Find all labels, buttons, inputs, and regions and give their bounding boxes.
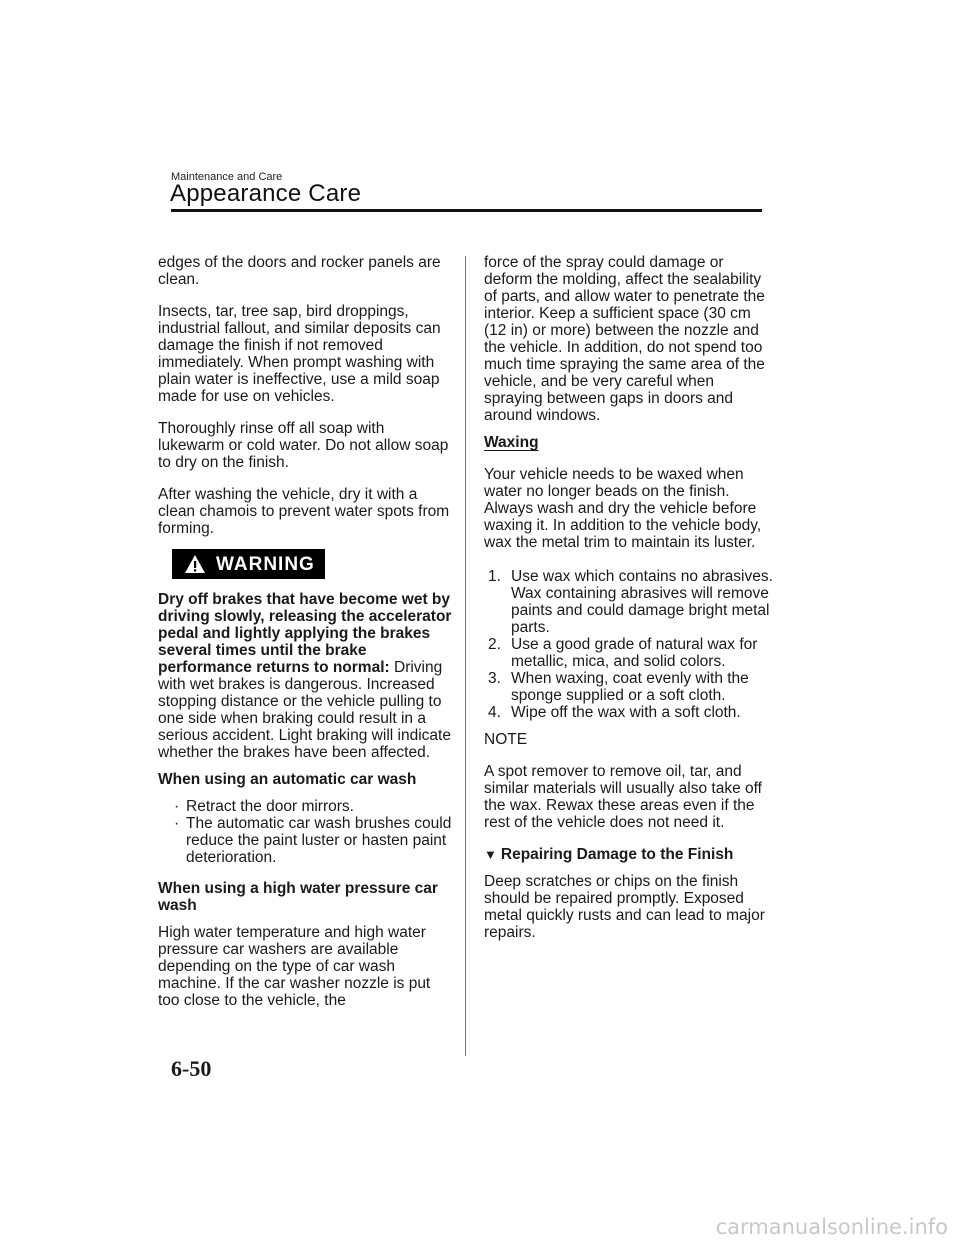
paragraph: Deep scratches or chips on the finish should be repaired promptly. Exposed metal quickly rusts and can lead to major repairs.	[484, 873, 765, 941]
paragraph: Insects, tar, tree sap, bird droppings, industrial fallout, and similar deposits can damage the finish if not removed immediately. When prompt washing with plain water is ineffective, use a mild soap made for use on vehicles.	[158, 303, 441, 405]
note-text: A spot remover to remove oil, tar, and similar materials will usually also take off the wax. Rewax these areas even if the rest of the vehicle does not need it.	[484, 763, 762, 831]
bullet-list	[172, 798, 454, 866]
warning-bold-text: Dry off brakes that have become wet by driving slowly, releasing the accelerator pedal and lightly applying the brakes several times until the brake performance returns to normal:	[158, 591, 452, 676]
list-item: · The automatic car wash brushes could reduce the paint luster or hasten paint deterioration.	[174, 815, 452, 866]
header-rule	[171, 209, 762, 212]
list-item: 4. Wipe off the wax with a soft cloth.	[488, 704, 741, 721]
page-title: Appearance Care	[170, 180, 362, 207]
warning-text	[158, 591, 454, 761]
triangle-down-icon: ▼	[484, 847, 497, 862]
list-item: 1. Use wax which contains no abrasives. Wax containing abrasives will remove paints and could damage bright metal parts.	[488, 568, 773, 636]
header-section: Maintenance and Care	[171, 171, 283, 183]
paragraph: Your vehicle needs to be waxed when water no longer beads on the finish. Always wash and dry the vehicle before waxing it. In addition to the vehicle body, wax the metal trim to maintain its luster.	[484, 466, 762, 551]
left-column	[158, 254, 454, 1024]
watermark: carmanualsonline.info	[715, 1215, 948, 1239]
note-label: NOTE	[484, 731, 528, 748]
column-divider	[465, 256, 466, 1056]
subheading-automatic-car-wash: When using an automatic car wash	[158, 771, 417, 788]
subheading-high-pressure-wash: When using a high water pressure car wash	[158, 880, 438, 914]
paragraph: force of the spray could damage or deform the molding, affect the sealability of parts, and allow water to penetrate the interior. Keep a sufficient space (30 cm (12 in) or more) between the nozzle and the vehicle. In addition, do not spend too much time spraying the same area of the vehicle, and be very careful when spraying between gaps in doors and around windows.	[484, 254, 765, 424]
steps-list	[484, 568, 774, 721]
right-column	[484, 254, 774, 956]
subheading-waxing: Waxing	[484, 434, 539, 451]
page-number: 6-50	[171, 1056, 212, 1081]
warning-body-text: Driving with wet brakes is dangerous. Increased stopping distance or the vehicle pulling to one side when braking could result in a serious accident. Light braking will indicate whether the brakes have been affected.	[158, 659, 451, 761]
paragraph: Thoroughly rinse off all soap with lukewarm or cold water. Do not allow soap to dry on the finish.	[158, 420, 449, 471]
list-item: 3. When waxing, coat evenly with the sponge supplied or a soft cloth.	[488, 670, 749, 704]
paragraph: After washing the vehicle, dry it with a clean chamois to prevent water spots from forming.	[158, 486, 450, 537]
warning-label: WARNING	[216, 553, 315, 575]
warning-badge	[172, 549, 325, 579]
paragraph: edges of the doors and rocker panels are clean.	[158, 254, 441, 288]
paragraph: High water temperature and high water pressure car washers are available depending on the type of car wash machine. If the car washer nozzle is put too close to the vehicle, the	[158, 924, 431, 1009]
warning-triangle-icon	[184, 554, 206, 574]
list-item: · Retract the door mirrors.	[174, 798, 354, 815]
subheading-repairing: ▼ Repairing Damage to the Finish	[484, 846, 734, 863]
list-item: 2. Use a good grade of natural wax for metallic, mica, and solid colors.	[488, 636, 758, 670]
